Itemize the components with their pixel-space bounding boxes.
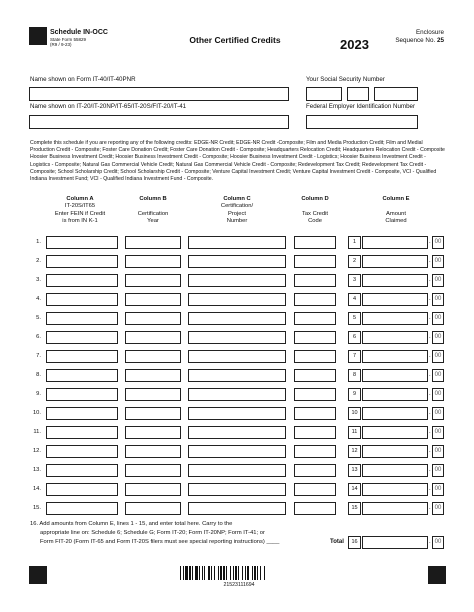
- column-d-code-field[interactable]: [294, 407, 336, 420]
- column-b-year-field[interactable]: [125, 331, 181, 344]
- column-c-number-field[interactable]: [188, 255, 286, 268]
- column-d-line1: Tax Credit: [301, 210, 329, 217]
- decimal-point: .: [429, 353, 431, 359]
- column-e-cents-field[interactable]: 00: [432, 407, 444, 420]
- line16-text-1: 16. Add amounts from Column E, lines 1 - 15, and enter total here. Carry to the: [30, 521, 233, 527]
- column-a-fein-field[interactable]: [46, 464, 118, 477]
- registration-mark-top-left: [29, 27, 47, 45]
- revision-date: (R9 / 9-23): [50, 42, 72, 47]
- line-number-box: 6: [348, 331, 361, 344]
- column-b-year-field[interactable]: [125, 255, 181, 268]
- row-label: 14.: [32, 486, 41, 492]
- tax-year: 2023: [340, 37, 369, 52]
- column-b-line1: Certification: [137, 210, 169, 217]
- column-d-header: [294, 196, 336, 226]
- name-it20-label: Name shown on IT-20/IT-20NP/IT-65/IT-20S/FIT-20/IT-41: [30, 103, 187, 110]
- column-e-amount-field[interactable]: [362, 274, 428, 287]
- column-e-cents-field[interactable]: 00: [432, 331, 444, 344]
- column-b-year-field[interactable]: [125, 407, 181, 420]
- column-c-line2: Project: [227, 210, 247, 217]
- line-number-box: 8: [348, 369, 361, 382]
- column-c-number-field[interactable]: [188, 312, 286, 325]
- column-e-header: [350, 196, 442, 226]
- column-b-year-field[interactable]: [125, 426, 181, 439]
- column-e-line2: Claimed: [385, 218, 407, 225]
- column-a-fein-field[interactable]: [46, 407, 118, 420]
- line16-text-3: Form FIT-20 (Form IT-65 and Form IT-20S filers must see special reporting instructions) ____: [40, 538, 280, 545]
- column-a-fein-field[interactable]: [46, 350, 118, 363]
- column-e-cents-field[interactable]: 00: [432, 255, 444, 268]
- column-a-fein-field[interactable]: [46, 331, 118, 344]
- column-b-year-field[interactable]: [125, 312, 181, 325]
- column-e-cents-field[interactable]: 00: [432, 426, 444, 439]
- line-number-box: 10: [348, 407, 361, 420]
- column-b-year-field[interactable]: [125, 293, 181, 306]
- row-label: 3.: [36, 277, 41, 283]
- column-e-cents-field[interactable]: 00: [432, 464, 444, 477]
- column-b-year-field[interactable]: [125, 464, 181, 477]
- instructions-text: Complete this schedule if you are reporting any of the following credits: EDGE-NR Credit; EDGE-NR Credit -Composite; Film and Media Production Credit; Film and Medial Production Credit - Composite; Foster Care Donation Credit; Foster Care Donation Credit - Composite; Headquarters Relocation Credit; Headquarters Relocation Credit - Composite Hoosier Business Investment Credit; Hoosier Business Investment Credit - Composite; Hoosier Business Investment Credit - Logistics; Hoosier Business Investment Credit - Logistics - Composite; Natural Gas Commercial Vehicle Credit; Natural Gas Commercial Vehicle Credit - Composite; Redevelopment Tax Credit; Redevelopment Tax Credit - Composite; School Scholarship Credit; School Scholarship Credit - Composite; Venture Capital Investment Credit; Venture Capital Investment Credit - Composite, VCI - Qualified Indiana Investment Fund; VCI - Qualified Indiana Investment Fund - Composite.: [30, 140, 445, 183]
- column-e-cents-field[interactable]: 00: [432, 369, 444, 382]
- line-number-box: 13: [348, 464, 361, 477]
- column-d-code-field[interactable]: [294, 388, 336, 401]
- column-e-amount-field[interactable]: [362, 350, 428, 363]
- line-number-box: 9: [348, 388, 361, 401]
- column-e-amount-field[interactable]: [362, 255, 428, 268]
- column-a-fein-field[interactable]: [46, 483, 118, 496]
- column-d-code-field[interactable]: [294, 274, 336, 287]
- registration-mark-bottom-left: [29, 566, 47, 584]
- line-number-box: 15: [348, 502, 361, 515]
- column-e-amount-field[interactable]: [362, 236, 428, 249]
- column-b-year-field[interactable]: [125, 350, 181, 363]
- row-label: 13.: [32, 467, 41, 473]
- column-e-amount-field[interactable]: [362, 426, 428, 439]
- row-label: 6.: [36, 334, 41, 340]
- decimal-point: .: [429, 429, 431, 435]
- line-number-box: 3: [348, 274, 361, 287]
- line-number-box: 14: [348, 483, 361, 496]
- column-d-code-field[interactable]: [294, 502, 336, 515]
- line16-text-2: appropriate line on: Schedule 6; Schedule G; Form IT-20; Form IT-20NP; Form IT-41; or: [40, 529, 265, 536]
- total-cents-field[interactable]: 00: [432, 536, 444, 549]
- decimal-point: .: [429, 277, 431, 283]
- decimal-point: .: [429, 372, 431, 378]
- column-d-title: Column D: [301, 196, 329, 202]
- total-amount-field[interactable]: [362, 536, 428, 549]
- column-a-fein-field[interactable]: [46, 312, 118, 325]
- fein-label: Federal Employer Identification Number: [306, 103, 416, 110]
- line16-instructions: [30, 520, 330, 546]
- line-number-box: 1: [348, 236, 361, 249]
- decimal-point: .: [429, 467, 431, 473]
- state-form-number: State Form 55829: [50, 37, 87, 42]
- column-c-number-field[interactable]: [188, 407, 286, 420]
- row-label: 1.: [36, 239, 41, 245]
- column-b-year-field[interactable]: [125, 274, 181, 287]
- column-c-header: [188, 196, 286, 226]
- column-e-amount-field[interactable]: [362, 331, 428, 344]
- column-e-cents-field[interactable]: 00: [432, 274, 444, 287]
- column-b-header: [125, 196, 181, 226]
- column-d-code-field[interactable]: [294, 369, 336, 382]
- column-c-number-field[interactable]: [188, 331, 286, 344]
- column-c-number-field[interactable]: [188, 464, 286, 477]
- line-number-box: 12: [348, 445, 361, 458]
- column-a-fein-field[interactable]: [46, 274, 118, 287]
- column-d-code-field[interactable]: [294, 350, 336, 363]
- column-e-amount-field[interactable]: [362, 464, 428, 477]
- column-c-line3: Number: [226, 218, 248, 225]
- column-c-number-field[interactable]: [188, 445, 286, 458]
- column-d-code-field[interactable]: [294, 483, 336, 496]
- row-label: 12.: [32, 448, 41, 454]
- line-number-box: 11: [348, 426, 361, 439]
- column-b-year-field[interactable]: [125, 236, 181, 249]
- column-e-cents-field[interactable]: 00: [432, 293, 444, 306]
- column-e-title: Column E: [382, 196, 410, 202]
- column-e-amount-field[interactable]: [362, 293, 428, 306]
- enclosure-label: Enclosure: [415, 29, 444, 36]
- column-e-cents-field[interactable]: 00: [432, 502, 444, 515]
- sequence-value: 25: [436, 37, 444, 44]
- decimal-point: .: [429, 539, 431, 545]
- barcode: [180, 566, 298, 580]
- column-c-number-field[interactable]: [188, 293, 286, 306]
- ssn-field-part3[interactable]: [374, 87, 418, 101]
- column-e-cents-field[interactable]: 00: [432, 350, 444, 363]
- column-b-year-field[interactable]: [125, 483, 181, 496]
- column-a-fein-field[interactable]: [46, 369, 118, 382]
- row-label: 8.: [36, 372, 41, 378]
- column-e-cents-field[interactable]: 00: [432, 388, 444, 401]
- decimal-point: .: [429, 505, 431, 511]
- form-title: Other Certified Credits: [189, 35, 281, 45]
- column-c-number-field[interactable]: [188, 483, 286, 496]
- name-it40-label: Name shown on Form IT-40/IT-40PNR: [30, 76, 136, 83]
- line-number-box: 5: [348, 312, 361, 325]
- line-number-16: 16: [348, 536, 361, 549]
- decimal-point: .: [429, 258, 431, 264]
- column-c-number-field[interactable]: [188, 369, 286, 382]
- row-label: 10.: [32, 410, 41, 416]
- column-c-number-field[interactable]: [188, 426, 286, 439]
- column-b-year-field[interactable]: [125, 369, 181, 382]
- column-d-code-field[interactable]: [294, 255, 336, 268]
- column-c-line1: Certification/: [220, 203, 254, 210]
- column-c-number-field[interactable]: [188, 274, 286, 287]
- column-e-cents-field[interactable]: 00: [432, 236, 444, 249]
- column-a-fein-field[interactable]: [46, 426, 118, 439]
- row-label: 15.: [32, 505, 41, 511]
- column-d-code-field[interactable]: [294, 331, 336, 344]
- column-e-amount-field[interactable]: [362, 388, 428, 401]
- column-a-title: Column A: [66, 196, 94, 202]
- column-d-code-field[interactable]: [294, 312, 336, 325]
- column-b-year-field[interactable]: [125, 502, 181, 515]
- column-a-fein-field[interactable]: [46, 255, 118, 268]
- fein-field[interactable]: [306, 115, 418, 129]
- column-a-line1: IT-20S/IT65: [64, 203, 96, 210]
- column-e-amount-field[interactable]: [362, 502, 428, 515]
- column-d-code-field[interactable]: [294, 426, 336, 439]
- ssn-field-part1[interactable]: [306, 87, 342, 101]
- row-label: 4.: [36, 296, 41, 302]
- row-label: 11.: [33, 429, 41, 435]
- decimal-point: .: [429, 486, 431, 492]
- column-d-code-field[interactable]: [294, 293, 336, 306]
- column-a-fein-field[interactable]: [46, 293, 118, 306]
- decimal-point: .: [429, 296, 431, 302]
- decimal-point: .: [429, 239, 431, 245]
- column-a-line2: Enter FEIN if Credit: [54, 210, 106, 217]
- ssn-field-part2[interactable]: [347, 87, 369, 101]
- column-a-header: [40, 196, 120, 226]
- column-e-amount-field[interactable]: [362, 369, 428, 382]
- line-number-box: 2: [348, 255, 361, 268]
- schedule-title: Schedule IN-OCC: [50, 29, 108, 36]
- column-d-line2: Code: [308, 218, 322, 225]
- row-label: 5.: [36, 315, 41, 321]
- column-e-cents-field[interactable]: 00: [432, 312, 444, 325]
- column-c-number-field[interactable]: [188, 236, 286, 249]
- column-c-number-field[interactable]: [188, 350, 286, 363]
- decimal-point: .: [429, 334, 431, 340]
- name-it20-field[interactable]: [29, 115, 289, 129]
- line-number-box: 7: [348, 350, 361, 363]
- column-b-year-field[interactable]: [125, 445, 181, 458]
- line-number-box: 4: [348, 293, 361, 306]
- column-e-amount-field[interactable]: [362, 445, 428, 458]
- column-c-number-field[interactable]: [188, 388, 286, 401]
- column-c-number-field[interactable]: [188, 502, 286, 515]
- name-it40-field[interactable]: [29, 87, 289, 101]
- column-b-title: Column B: [139, 196, 167, 202]
- row-label: 7.: [36, 353, 41, 359]
- column-a-fein-field[interactable]: [46, 388, 118, 401]
- row-label: 9.: [36, 391, 41, 397]
- column-d-code-field[interactable]: [294, 236, 336, 249]
- decimal-point: .: [429, 315, 431, 321]
- column-e-amount-field[interactable]: [362, 312, 428, 325]
- sequence-label: Sequence No.: [395, 37, 436, 44]
- sequence-number: [395, 37, 444, 44]
- decimal-point: .: [429, 448, 431, 454]
- total-label: Total: [330, 539, 344, 545]
- column-a-fein-field[interactable]: [46, 445, 118, 458]
- column-b-line2: Year: [147, 218, 159, 225]
- column-a-fein-field[interactable]: [46, 236, 118, 249]
- column-a-fein-field[interactable]: [46, 502, 118, 515]
- decimal-point: .: [429, 410, 431, 416]
- ssn-label: Your Social Security Number: [306, 76, 385, 83]
- column-b-year-field[interactable]: [125, 388, 181, 401]
- decimal-point: .: [429, 391, 431, 397]
- barcode-number: 21523111694: [223, 582, 255, 588]
- registration-mark-bottom-right: [428, 566, 446, 584]
- column-e-line1: Amount: [386, 210, 406, 217]
- column-a-line3: is from IN K-1: [62, 218, 98, 225]
- column-e-cents-field[interactable]: 00: [432, 445, 444, 458]
- column-e-cents-field[interactable]: 00: [432, 483, 444, 496]
- column-c-title: Column C: [223, 196, 251, 202]
- column-e-amount-field[interactable]: [362, 407, 428, 420]
- column-e-amount-field[interactable]: [362, 483, 428, 496]
- row-label: 2.: [36, 258, 41, 264]
- column-d-code-field[interactable]: [294, 464, 336, 477]
- column-d-code-field[interactable]: [294, 445, 336, 458]
